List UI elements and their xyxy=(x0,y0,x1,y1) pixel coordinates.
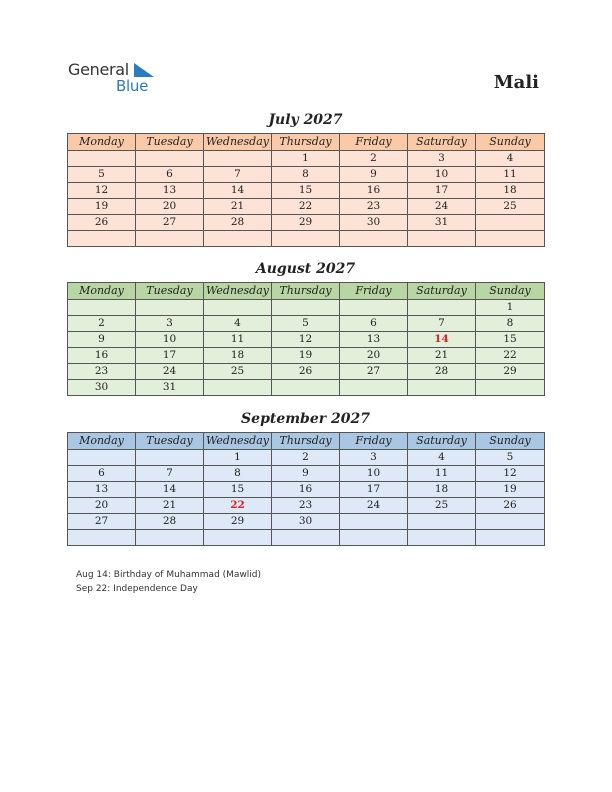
day-cell: 25 xyxy=(204,364,272,380)
day-cell: 20 xyxy=(340,348,408,364)
holiday-note: Aug 14: Birthday of Muhammad (Mawlid) xyxy=(76,570,262,580)
day-cell: 30 xyxy=(272,514,340,530)
day-cell: 24 xyxy=(340,498,408,514)
day-cell: 19 xyxy=(68,199,136,215)
day-cell: 22 xyxy=(272,199,340,215)
day-cell: 11 xyxy=(408,466,476,482)
week-row xyxy=(68,183,545,199)
day-cell: 10 xyxy=(408,167,476,183)
day-cell: 2 xyxy=(68,316,136,332)
day-cell: 22 xyxy=(204,498,272,514)
empty-day-cell xyxy=(136,151,204,167)
day-cell: 2 xyxy=(272,450,340,466)
empty-day-cell xyxy=(204,151,272,167)
empty-day-cell xyxy=(204,231,272,247)
empty-day-cell xyxy=(204,530,272,546)
empty-day-cell xyxy=(68,450,136,466)
day-cell: 23 xyxy=(272,498,340,514)
empty-day-cell xyxy=(408,231,476,247)
day-cell: 15 xyxy=(204,482,272,498)
empty-day-cell xyxy=(476,530,545,546)
month-title: September 2027 xyxy=(241,411,370,427)
day-cell: 21 xyxy=(136,498,204,514)
day-cell: 9 xyxy=(272,466,340,482)
week-row xyxy=(68,380,545,396)
day-cell: 27 xyxy=(340,364,408,380)
day-cell: 6 xyxy=(68,466,136,482)
month-calendar-table xyxy=(67,432,545,546)
day-cell: 18 xyxy=(476,183,545,199)
day-cell: 1 xyxy=(476,300,545,316)
day-cell: 11 xyxy=(204,332,272,348)
day-cell: 25 xyxy=(476,199,545,215)
day-cell: 15 xyxy=(272,183,340,199)
empty-day-cell xyxy=(68,300,136,316)
week-row xyxy=(68,450,545,466)
day-cell: 19 xyxy=(476,482,545,498)
day-cell: 17 xyxy=(136,348,204,364)
day-cell: 14 xyxy=(204,183,272,199)
day-cell: 31 xyxy=(408,215,476,231)
weekday-header: Tuesday xyxy=(136,433,204,450)
holiday-notes xyxy=(76,568,261,596)
day-cell: 17 xyxy=(408,183,476,199)
day-cell: 24 xyxy=(408,199,476,215)
day-cell: 7 xyxy=(408,316,476,332)
weekday-header-row xyxy=(68,134,545,151)
logo-word-blue: Blue xyxy=(116,77,148,95)
week-row xyxy=(68,215,545,231)
day-cell: 8 xyxy=(204,466,272,482)
day-cell: 6 xyxy=(136,167,204,183)
day-cell: 13 xyxy=(68,482,136,498)
empty-day-cell xyxy=(136,530,204,546)
empty-day-cell xyxy=(476,231,545,247)
day-cell: 31 xyxy=(136,380,204,396)
weekday-header: Saturday xyxy=(408,134,476,151)
day-cell: 30 xyxy=(68,380,136,396)
day-cell: 12 xyxy=(68,183,136,199)
empty-day-cell xyxy=(340,514,408,530)
week-row xyxy=(68,466,545,482)
empty-day-cell xyxy=(204,380,272,396)
day-cell: 1 xyxy=(272,151,340,167)
empty-day-cell xyxy=(408,530,476,546)
day-cell: 16 xyxy=(272,482,340,498)
empty-day-cell xyxy=(408,514,476,530)
day-cell: 10 xyxy=(136,332,204,348)
weekday-header: Monday xyxy=(68,283,136,300)
week-row xyxy=(68,199,545,215)
empty-day-cell xyxy=(68,530,136,546)
month-calendar-table xyxy=(67,133,545,247)
day-cell: 7 xyxy=(136,466,204,482)
day-cell: 14 xyxy=(136,482,204,498)
weekday-header: Friday xyxy=(340,134,408,151)
day-cell: 13 xyxy=(136,183,204,199)
weekday-header: Saturday xyxy=(408,283,476,300)
day-cell: 20 xyxy=(68,498,136,514)
day-cell: 5 xyxy=(68,167,136,183)
day-cell: 3 xyxy=(136,316,204,332)
weekday-header: Wednesday xyxy=(204,134,272,151)
holiday-note: Sep 22: Independence Day xyxy=(76,584,198,594)
weekday-header: Friday xyxy=(340,283,408,300)
weekday-header: Thursday xyxy=(272,134,340,151)
empty-day-cell xyxy=(272,231,340,247)
weekday-header: Sunday xyxy=(476,283,545,300)
empty-day-cell xyxy=(272,300,340,316)
weekday-header: Tuesday xyxy=(136,283,204,300)
empty-day-cell xyxy=(408,300,476,316)
day-cell: 27 xyxy=(68,514,136,530)
month-calendar-table xyxy=(67,282,545,396)
flag-icon xyxy=(134,63,154,77)
day-cell: 23 xyxy=(68,364,136,380)
day-cell: 30 xyxy=(340,215,408,231)
day-cell: 11 xyxy=(476,167,545,183)
empty-day-cell xyxy=(476,215,545,231)
weekday-header: Thursday xyxy=(272,433,340,450)
empty-day-cell xyxy=(340,380,408,396)
weekday-header: Sunday xyxy=(476,134,545,151)
day-cell: 5 xyxy=(272,316,340,332)
day-cell: 22 xyxy=(476,348,545,364)
day-cell: 10 xyxy=(340,466,408,482)
day-cell: 21 xyxy=(408,348,476,364)
day-cell: 27 xyxy=(136,215,204,231)
week-row xyxy=(68,364,545,380)
week-row xyxy=(68,231,545,247)
empty-day-cell xyxy=(136,450,204,466)
empty-day-cell xyxy=(136,300,204,316)
day-cell: 21 xyxy=(204,199,272,215)
day-cell: 1 xyxy=(204,450,272,466)
weekday-header: Thursday xyxy=(272,283,340,300)
month-title: August 2027 xyxy=(255,261,356,277)
empty-day-cell xyxy=(340,300,408,316)
week-row xyxy=(68,482,545,498)
week-row xyxy=(68,514,545,530)
day-cell: 2 xyxy=(340,151,408,167)
empty-day-cell xyxy=(204,300,272,316)
empty-day-cell xyxy=(272,380,340,396)
weekday-header: Sunday xyxy=(476,433,545,450)
day-cell: 4 xyxy=(476,151,545,167)
day-cell: 28 xyxy=(136,514,204,530)
weekday-header: Wednesday xyxy=(204,283,272,300)
month-title: July 2027 xyxy=(268,112,343,128)
day-cell: 26 xyxy=(272,364,340,380)
country-title: Mali xyxy=(493,72,539,93)
day-cell: 17 xyxy=(340,482,408,498)
day-cell: 3 xyxy=(340,450,408,466)
day-cell: 28 xyxy=(408,364,476,380)
day-cell: 5 xyxy=(476,450,545,466)
empty-day-cell xyxy=(272,530,340,546)
week-row xyxy=(68,167,545,183)
day-cell: 4 xyxy=(408,450,476,466)
day-cell: 18 xyxy=(204,348,272,364)
day-cell: 7 xyxy=(204,167,272,183)
day-cell: 28 xyxy=(204,215,272,231)
empty-day-cell xyxy=(68,151,136,167)
day-cell: 16 xyxy=(68,348,136,364)
weekday-header-row xyxy=(68,433,545,450)
day-cell: 19 xyxy=(272,348,340,364)
weekday-header-row xyxy=(68,283,545,300)
day-cell: 8 xyxy=(272,167,340,183)
week-row xyxy=(68,348,545,364)
empty-day-cell xyxy=(136,231,204,247)
day-cell: 14 xyxy=(408,332,476,348)
day-cell: 26 xyxy=(476,498,545,514)
weekday-header: Friday xyxy=(340,433,408,450)
weekday-header: Tuesday xyxy=(136,134,204,151)
weekday-header: Monday xyxy=(68,433,136,450)
day-cell: 29 xyxy=(204,514,272,530)
empty-day-cell xyxy=(340,530,408,546)
weekday-header: Monday xyxy=(68,134,136,151)
day-cell: 6 xyxy=(340,316,408,332)
day-cell: 16 xyxy=(340,183,408,199)
day-cell: 3 xyxy=(408,151,476,167)
day-cell: 23 xyxy=(340,199,408,215)
empty-day-cell xyxy=(476,514,545,530)
day-cell: 29 xyxy=(272,215,340,231)
day-cell: 9 xyxy=(68,332,136,348)
day-cell: 25 xyxy=(408,498,476,514)
week-row xyxy=(68,316,545,332)
logo xyxy=(68,60,168,96)
empty-day-cell xyxy=(476,380,545,396)
day-cell: 12 xyxy=(476,466,545,482)
day-cell: 9 xyxy=(340,167,408,183)
day-cell: 12 xyxy=(272,332,340,348)
week-row xyxy=(68,332,545,348)
weekday-header: Wednesday xyxy=(204,433,272,450)
day-cell: 26 xyxy=(68,215,136,231)
empty-day-cell xyxy=(68,231,136,247)
empty-day-cell xyxy=(408,380,476,396)
weekday-header: Saturday xyxy=(408,433,476,450)
day-cell: 20 xyxy=(136,199,204,215)
day-cell: 15 xyxy=(476,332,545,348)
day-cell: 18 xyxy=(408,482,476,498)
week-row xyxy=(68,498,545,514)
day-cell: 8 xyxy=(476,316,545,332)
week-row xyxy=(68,300,545,316)
empty-day-cell xyxy=(340,231,408,247)
week-row xyxy=(68,151,545,167)
day-cell: 4 xyxy=(204,316,272,332)
day-cell: 29 xyxy=(476,364,545,380)
logo-word-general: General xyxy=(68,60,129,79)
day-cell: 13 xyxy=(340,332,408,348)
day-cell: 24 xyxy=(136,364,204,380)
week-row xyxy=(68,530,545,546)
